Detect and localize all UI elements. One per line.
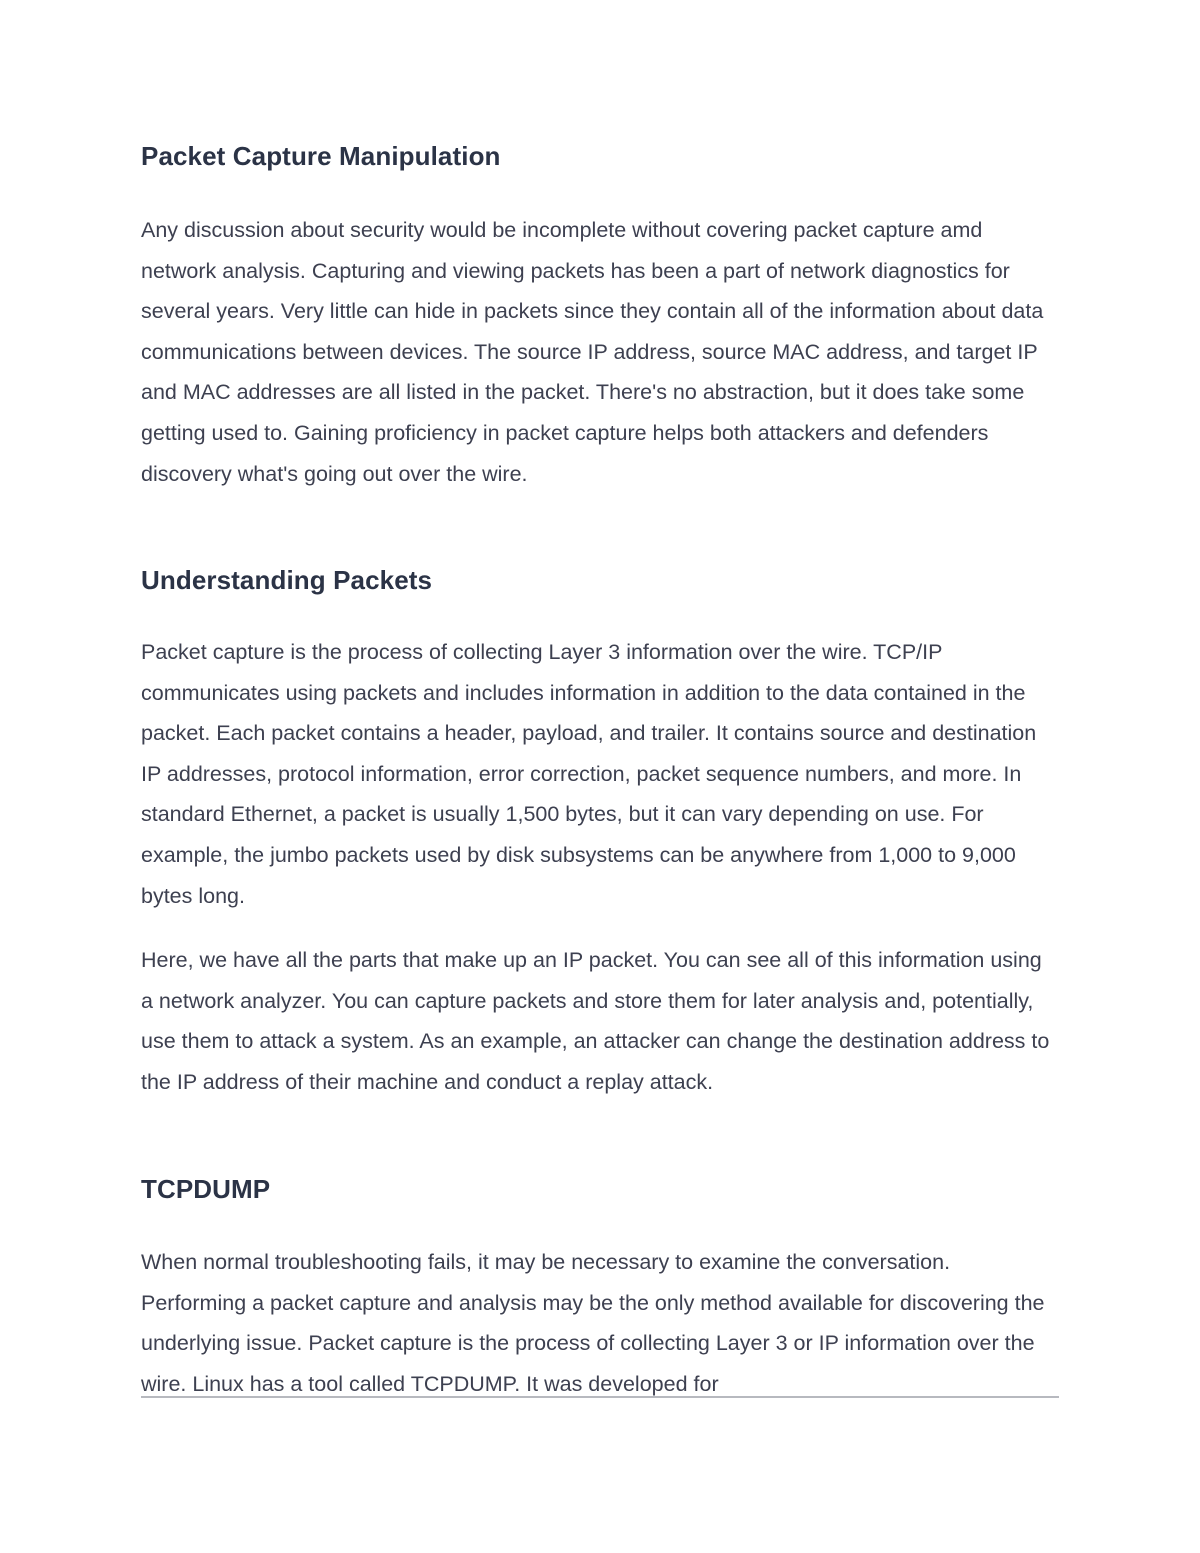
section-heading-understanding-packets: Understanding Packets [141, 565, 433, 595]
page-title: Packet Capture Manipulation [141, 141, 501, 171]
section-paragraph: Here, we have all the parts that make up an IP packet. You can see all of this information using a network analyzer. You can capture packets and store them for later analysis and, potentially, use them to attack a system. As an example, an attacker can change the destination address to the IP address of their machine and conduct a replay attack. [141, 948, 1050, 1094]
section-paragraph: When normal troubleshooting fails, it may be necessary to examine the conversation. Performing a packet capture and analysis may be the only method available for discovering the underlying issue. Packet capture is the process of collecting Layer 3 or IP information over the wire. Linux has a tool called TCPDUMP. It was developed for [141, 1250, 1045, 1396]
section-heading-tcpdump: TCPDUMP [141, 1174, 271, 1204]
page-cut-divider [141, 1396, 1059, 1398]
section-paragraph: Packet capture is the process of collecting Layer 3 information over the wire. TCP/IP communicates using packets and includes information in addition to the data contained in the packet. Each packet contains a header, payload, and trailer. It contains source and destination IP addresses, protocol information, error correction, packet sequence numbers, and more. In standard Ethernet, a packet is usually 1,500 bytes, but it can vary depending on use. For example, the jumbo packets used by disk subsystems can be anywhere from 1,000 to 9,000 bytes long. [141, 640, 1037, 908]
intro-paragraph: Any discussion about security would be incomplete without covering packet capture amd network analysis. Capturing and viewing packets has been a part of network diagnostics for several years. Very little can hide in packets since they contain all of the information about data communications between devices. The source IP address, source MAC address, and target IP and MAC addresses are all listed in the packet. There's no abstraction, but it does take some getting used to. Gaining proficiency in packet capture helps both attackers and defenders discovery what's going out over the wire. [141, 218, 1044, 486]
